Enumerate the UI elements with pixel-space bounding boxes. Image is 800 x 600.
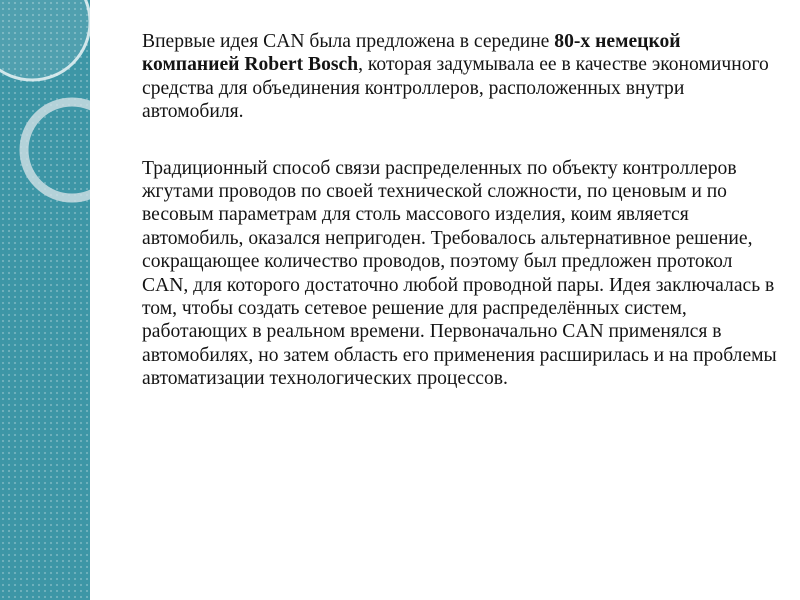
paragraph-motivation: Традиционный способ связи распределенных по объекту контроллеров жгутами проводов по своей технической сложности, по ценовым и по весовым параметрам для столь массового изделия, коим является автомобиль, оказался непригоден. Требовалось альтернативное решение, сокращающее количество проводов, поэтому был предложен протокол CAN, для которого достаточно любой проводной пары. Идея заключалась в том, чтобы создать сетевое решение для распределённых систем, работающих в реальном времени. Первоначально CAN применялся в автомобилях, но затем область его применения расширилась и на проблемы автоматизации технологических процессов. bbox=[142, 157, 777, 390]
decorative-ring-medium bbox=[24, 102, 90, 198]
decorative-side-panel bbox=[0, 0, 90, 600]
paragraph-history bbox=[142, 30, 782, 124]
decorative-rings-graphic bbox=[0, 0, 90, 600]
slide-body bbox=[142, 30, 782, 391]
decorative-ring-large bbox=[0, 0, 90, 80]
paragraph-1-bold-decade: 80-х bbox=[554, 31, 591, 52]
paragraph-1-bold-company: немецкой компанией Robert Bosch bbox=[142, 31, 681, 76]
paragraph-1-lead: Впервые идея CAN была предложена в середине bbox=[142, 31, 555, 52]
paragraph-1-tail: , которая задумывала ее в качестве экономичного средства для объединения контроллеров, расположенных внутри автомобиля. bbox=[142, 54, 769, 123]
